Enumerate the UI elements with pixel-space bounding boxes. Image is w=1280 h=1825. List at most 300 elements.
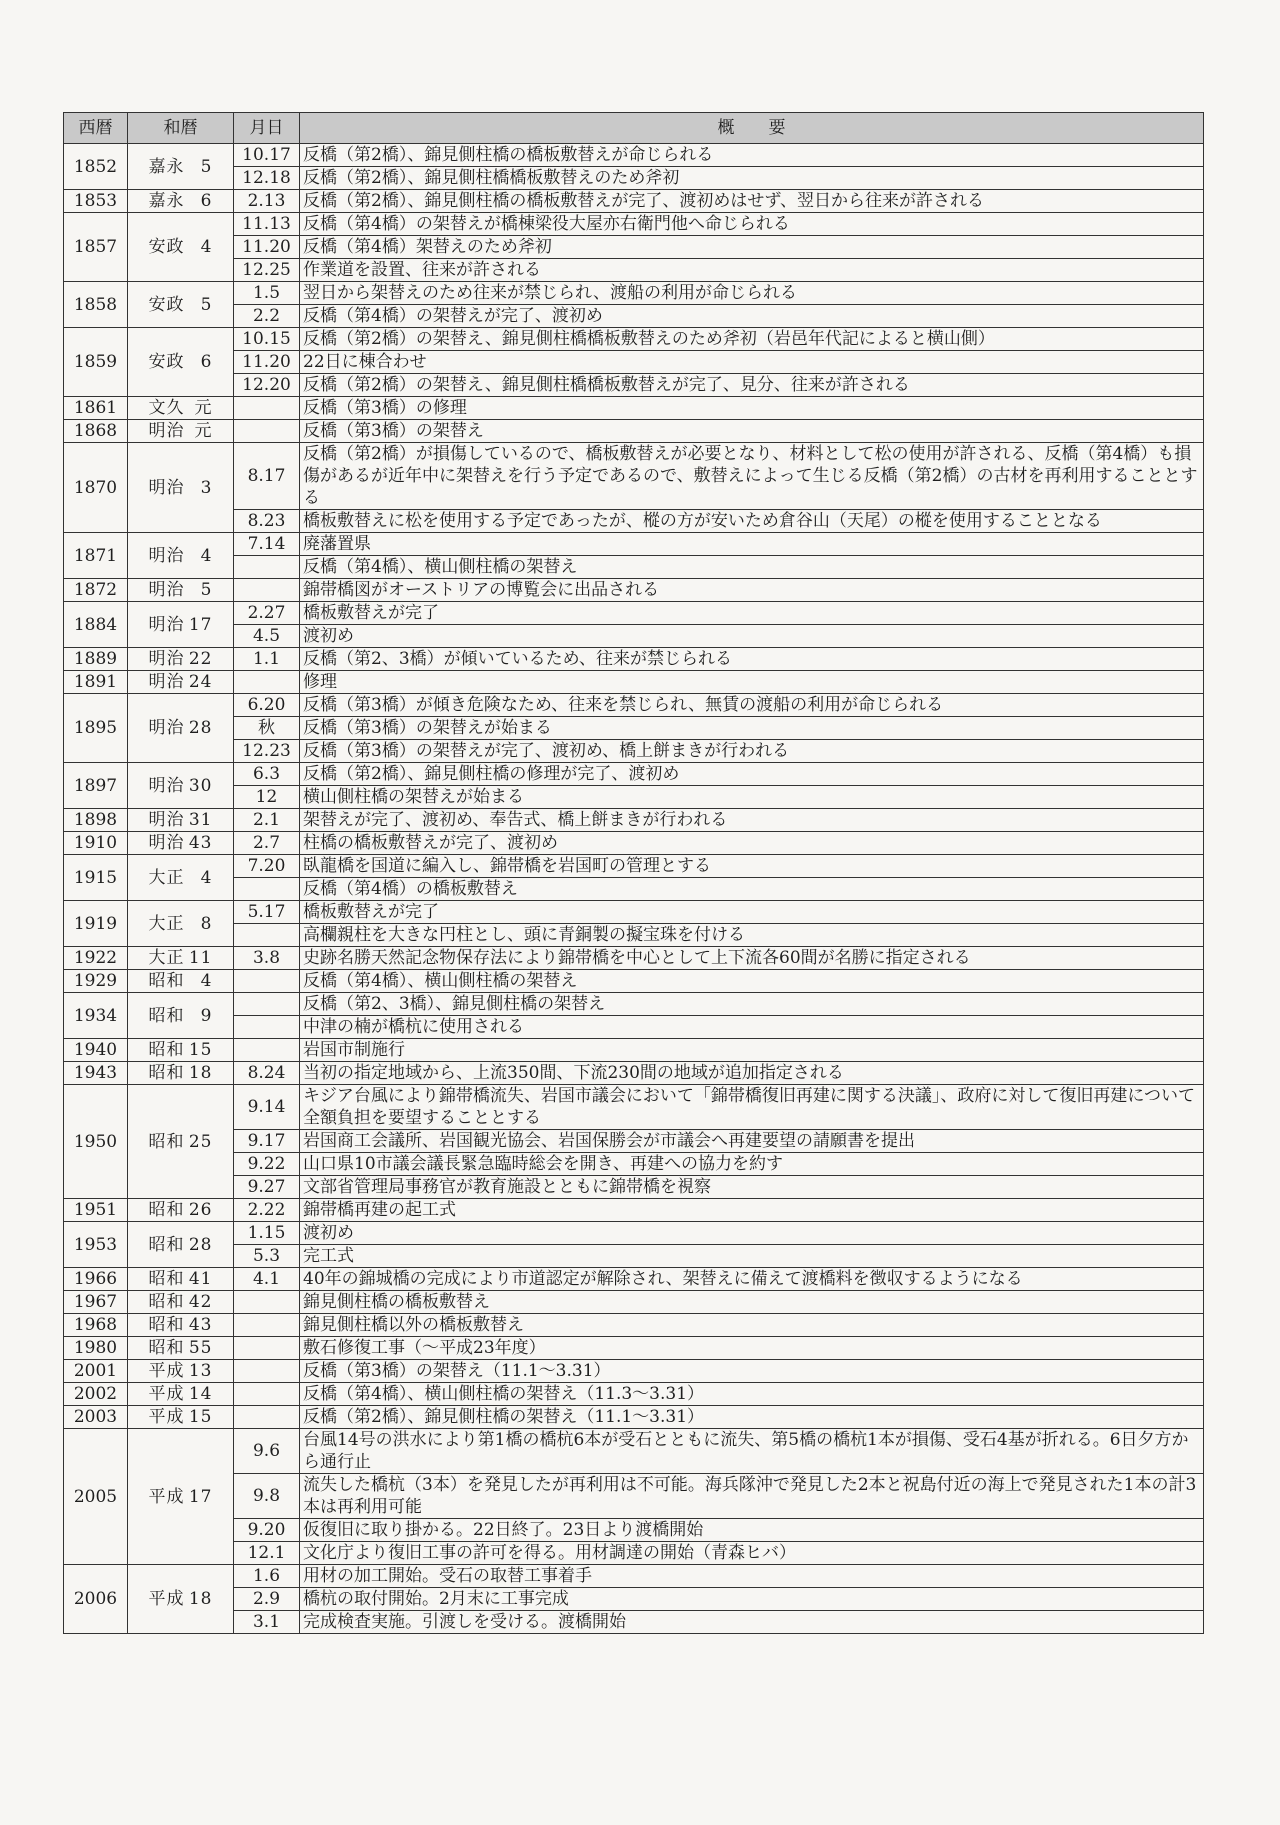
era-number: 24 bbox=[188, 672, 213, 692]
era-cell bbox=[128, 397, 234, 420]
era-number: 41 bbox=[188, 1269, 213, 1289]
table-row bbox=[64, 763, 1204, 786]
table-row bbox=[64, 1519, 1204, 1542]
table-row bbox=[64, 282, 1204, 305]
era-number: 元 bbox=[194, 421, 213, 441]
table-row bbox=[64, 167, 1204, 190]
era-cell bbox=[128, 947, 234, 970]
date-cell: 12.23 bbox=[234, 740, 300, 763]
date-cell: 9.8 bbox=[234, 1474, 300, 1519]
date-cell: 12.25 bbox=[234, 259, 300, 282]
era-name: 平成 bbox=[148, 1486, 185, 1507]
summary-cell: 台風14号の洪水により第1橋の橋杭6本が受石とともに流失、第5橋の橋杭1本が損傷、受石4基が折れる。6日夕方から通行止 bbox=[300, 1429, 1204, 1474]
date-cell: 9.20 bbox=[234, 1519, 300, 1542]
table-row bbox=[64, 602, 1204, 625]
date-cell bbox=[234, 1383, 300, 1406]
table-row bbox=[64, 1383, 1204, 1406]
header-summary: 概 要 bbox=[300, 113, 1204, 144]
era-cell bbox=[128, 1291, 234, 1314]
year-cell: 2002 bbox=[64, 1383, 128, 1406]
era-number: 17 bbox=[188, 1486, 213, 1507]
summary-cell: 22日に棟合わせ bbox=[300, 351, 1204, 374]
era-number: 43 bbox=[188, 1315, 213, 1335]
era-name: 明治 bbox=[148, 810, 185, 830]
year-cell: 1861 bbox=[64, 397, 128, 420]
date-cell bbox=[234, 1406, 300, 1429]
era-cell bbox=[128, 1337, 234, 1360]
era-cell bbox=[128, 328, 234, 397]
era-name: 昭和 bbox=[148, 1269, 185, 1289]
summary-cell: 反橋（第3橋）が傾き危険なため、往来を禁じられ、無賃の渡船の利用が命じられる bbox=[300, 694, 1204, 717]
era-name: 昭和 bbox=[148, 1200, 185, 1220]
era-cell bbox=[128, 1565, 234, 1634]
era-name: 明治 bbox=[148, 580, 185, 600]
date-cell: 11.20 bbox=[234, 351, 300, 374]
era-cell bbox=[128, 144, 234, 190]
summary-cell: 敷石修復工事（～平成23年度） bbox=[300, 1337, 1204, 1360]
era-cell bbox=[128, 282, 234, 328]
era-number: 28 bbox=[188, 1234, 213, 1255]
era-number: 18 bbox=[188, 1589, 213, 1609]
era-number: 4 bbox=[200, 971, 213, 991]
era-number: 3 bbox=[200, 477, 213, 498]
era-number: 55 bbox=[188, 1338, 213, 1358]
summary-cell: 修理 bbox=[300, 671, 1204, 694]
era-name: 大正 bbox=[148, 913, 185, 934]
era-name: 安政 bbox=[148, 237, 185, 257]
summary-cell: 中津の楠が橋杭に使用される bbox=[300, 1016, 1204, 1039]
era-number: 4 bbox=[200, 867, 213, 888]
era-name: 昭和 bbox=[148, 1040, 185, 1060]
era-number: 14 bbox=[188, 1384, 213, 1404]
date-cell: 6.3 bbox=[234, 763, 300, 786]
summary-cell: 作業道を設置、往来が許される bbox=[300, 259, 1204, 282]
table-row bbox=[64, 1176, 1204, 1199]
date-cell: 3.1 bbox=[234, 1611, 300, 1634]
summary-cell: 反橋（第2橋）の架替え、錦見側柱橋橋板敷替えが完了、見分、往来が許される bbox=[300, 374, 1204, 397]
era-cell bbox=[128, 671, 234, 694]
year-cell: 1940 bbox=[64, 1039, 128, 1062]
era-name: 昭和 bbox=[148, 1338, 185, 1358]
era-cell bbox=[128, 1383, 234, 1406]
year-cell: 1934 bbox=[64, 993, 128, 1039]
era-name: 嘉永 bbox=[148, 191, 185, 211]
date-cell: 2.7 bbox=[234, 832, 300, 855]
date-cell bbox=[234, 1337, 300, 1360]
date-cell bbox=[234, 1039, 300, 1062]
summary-cell: 流失した橋杭（3本）を発見したが再利用は不可能。海兵隊沖で発見した2本と祝島付近の海上で発見された1本の計3本は再利用可能 bbox=[300, 1474, 1204, 1519]
summary-cell: 反橋（第4橋）の架替えが橋棟梁役大屋亦右衛門他へ命じられる bbox=[300, 213, 1204, 236]
table-row bbox=[64, 832, 1204, 855]
year-cell: 1884 bbox=[64, 602, 128, 648]
summary-cell: 文部省管理局事務官が教育施設とともに錦帯橋を視察 bbox=[300, 1176, 1204, 1199]
summary-cell: 完成検査実施。引渡しを受ける。渡橋開始 bbox=[300, 1611, 1204, 1634]
era-name: 大正 bbox=[148, 867, 185, 888]
summary-cell: 橋板敷替えに松を使用する予定であったが、樅の方が安いため倉谷山（天尾）の樅を使用することとなる bbox=[300, 510, 1204, 533]
summary-cell: 反橋（第2橋）、錦見側柱橋の架替え（11.1～3.31） bbox=[300, 1406, 1204, 1429]
table-row bbox=[64, 374, 1204, 397]
table-row bbox=[64, 190, 1204, 213]
year-cell: 2005 bbox=[64, 1429, 128, 1565]
date-cell: 5.3 bbox=[234, 1245, 300, 1268]
year-cell: 1857 bbox=[64, 213, 128, 282]
table-row bbox=[64, 924, 1204, 947]
table-row bbox=[64, 1130, 1204, 1153]
summary-cell: 橋板敷替えが完了 bbox=[300, 602, 1204, 625]
year-cell: 1953 bbox=[64, 1222, 128, 1268]
summary-cell: 錦見側柱橋以外の橋板敷替え bbox=[300, 1314, 1204, 1337]
era-name: 文久 bbox=[148, 398, 185, 418]
date-cell: 5.17 bbox=[234, 901, 300, 924]
date-cell: 7.14 bbox=[234, 533, 300, 556]
table-row bbox=[64, 625, 1204, 648]
era-cell bbox=[128, 970, 234, 993]
year-cell: 1852 bbox=[64, 144, 128, 190]
year-cell: 1922 bbox=[64, 947, 128, 970]
year-cell: 1929 bbox=[64, 970, 128, 993]
date-cell: 10.15 bbox=[234, 328, 300, 351]
era-number: 4 bbox=[200, 545, 213, 566]
table-row bbox=[64, 740, 1204, 763]
table-row bbox=[64, 671, 1204, 694]
era-cell bbox=[128, 1062, 234, 1085]
summary-cell: 渡初め bbox=[300, 625, 1204, 648]
year-cell: 1868 bbox=[64, 420, 128, 443]
table-row bbox=[64, 993, 1204, 1016]
era-number: 25 bbox=[188, 1131, 213, 1152]
table-row bbox=[64, 213, 1204, 236]
era-cell bbox=[128, 213, 234, 282]
era-number: 28 bbox=[188, 718, 213, 738]
summary-cell: 反橋（第3橋）の修理 bbox=[300, 397, 1204, 420]
summary-cell: 反橋（第4橋）の架替えが完了、渡初め bbox=[300, 305, 1204, 328]
year-cell: 1951 bbox=[64, 1199, 128, 1222]
table-header-row bbox=[64, 113, 1204, 144]
date-cell bbox=[234, 1291, 300, 1314]
era-number: 15 bbox=[188, 1407, 213, 1427]
table-row bbox=[64, 328, 1204, 351]
year-cell: 1943 bbox=[64, 1062, 128, 1085]
summary-cell: 岩国商工会議所、岩国観光協会、岩国保勝会が市議会へ再建要望の請願書を提出 bbox=[300, 1130, 1204, 1153]
date-cell: 8.17 bbox=[234, 443, 300, 510]
date-cell bbox=[234, 671, 300, 694]
summary-cell: 反橋（第2橋）、錦見側柱橋の修理が完了、渡初め bbox=[300, 763, 1204, 786]
table-row bbox=[64, 878, 1204, 901]
summary-cell: 反橋（第3橋）の架替えが完了、渡初め、橋上餅まきが行われる bbox=[300, 740, 1204, 763]
era-name: 安政 bbox=[148, 352, 185, 372]
year-cell: 1889 bbox=[64, 648, 128, 671]
date-cell bbox=[234, 420, 300, 443]
era-cell bbox=[128, 1085, 234, 1199]
summary-cell: 当初の指定地域から、上流350間、下流230間の地域が追加指定される bbox=[300, 1062, 1204, 1085]
era-name: 昭和 bbox=[148, 1005, 185, 1026]
summary-cell: 40年の錦城橋の完成により市道認定が解除され、架替えに備えて渡橋料を徴収するようになる bbox=[300, 1268, 1204, 1291]
table-row bbox=[64, 556, 1204, 579]
era-name: 明治 bbox=[148, 545, 185, 566]
summary-cell: 廃藩置県 bbox=[300, 533, 1204, 556]
date-cell: 9.27 bbox=[234, 1176, 300, 1199]
summary-cell: 反橋（第4橋）架替えのため斧初 bbox=[300, 236, 1204, 259]
table-row bbox=[64, 259, 1204, 282]
date-cell bbox=[234, 1016, 300, 1039]
table-row bbox=[64, 786, 1204, 809]
year-cell: 1853 bbox=[64, 190, 128, 213]
table-row bbox=[64, 397, 1204, 420]
date-cell: 2.1 bbox=[234, 809, 300, 832]
table-row bbox=[64, 855, 1204, 878]
table-row bbox=[64, 1039, 1204, 1062]
year-cell: 2006 bbox=[64, 1565, 128, 1634]
era-cell bbox=[128, 832, 234, 855]
date-cell: 9.6 bbox=[234, 1429, 300, 1474]
era-name: 明治 bbox=[148, 477, 185, 498]
table-row bbox=[64, 579, 1204, 602]
date-cell: 1.5 bbox=[234, 282, 300, 305]
era-cell bbox=[128, 533, 234, 579]
table-row bbox=[64, 901, 1204, 924]
date-cell: 9.17 bbox=[234, 1130, 300, 1153]
year-cell: 1898 bbox=[64, 809, 128, 832]
era-cell bbox=[128, 1222, 234, 1268]
table-row bbox=[64, 1016, 1204, 1039]
era-name: 嘉永 bbox=[148, 156, 185, 177]
year-cell: 1967 bbox=[64, 1291, 128, 1314]
table-row bbox=[64, 533, 1204, 556]
era-name: 昭和 bbox=[148, 971, 185, 991]
date-cell: 4.5 bbox=[234, 625, 300, 648]
table-row bbox=[64, 351, 1204, 374]
era-name: 明治 bbox=[148, 421, 185, 441]
year-cell: 1919 bbox=[64, 901, 128, 947]
table-row bbox=[64, 1245, 1204, 1268]
era-number: 22 bbox=[188, 649, 213, 669]
table-row bbox=[64, 1314, 1204, 1337]
era-name: 明治 bbox=[148, 649, 185, 669]
summary-cell: 臥龍橋を国道に編入し、錦帯橋を岩国町の管理とする bbox=[300, 855, 1204, 878]
table-row bbox=[64, 443, 1204, 510]
table-row bbox=[64, 1360, 1204, 1383]
year-cell: 1859 bbox=[64, 328, 128, 397]
summary-cell: 橋板敷替えが完了 bbox=[300, 901, 1204, 924]
table-row bbox=[64, 1565, 1204, 1588]
table-row bbox=[64, 1153, 1204, 1176]
era-cell bbox=[128, 602, 234, 648]
table-row bbox=[64, 1406, 1204, 1429]
era-name: 大正 bbox=[148, 948, 185, 968]
table-row bbox=[64, 1085, 1204, 1130]
date-cell: 1.15 bbox=[234, 1222, 300, 1245]
chronology-table bbox=[63, 112, 1204, 1634]
era-cell bbox=[128, 1360, 234, 1383]
era-cell bbox=[128, 1039, 234, 1062]
date-cell bbox=[234, 970, 300, 993]
era-cell bbox=[128, 855, 234, 901]
table-row bbox=[64, 809, 1204, 832]
summary-cell: 史跡名勝天然記念物保存法により錦帯橋を中心として上下流各60間が名勝に指定される bbox=[300, 947, 1204, 970]
era-cell bbox=[128, 1429, 234, 1565]
era-name: 昭和 bbox=[148, 1315, 185, 1335]
table-row bbox=[64, 1542, 1204, 1565]
table-row bbox=[64, 236, 1204, 259]
era-name: 安政 bbox=[148, 294, 185, 315]
date-cell: 2.27 bbox=[234, 602, 300, 625]
era-cell bbox=[128, 1268, 234, 1291]
table-row bbox=[64, 1199, 1204, 1222]
era-number: 5 bbox=[200, 294, 213, 315]
era-number: 9 bbox=[200, 1005, 213, 1026]
summary-cell: 錦見側柱橋の橋板敷替え bbox=[300, 1291, 1204, 1314]
date-cell: 12.1 bbox=[234, 1542, 300, 1565]
date-cell bbox=[234, 924, 300, 947]
table-row bbox=[64, 1268, 1204, 1291]
era-cell bbox=[128, 420, 234, 443]
summary-cell: 反橋（第2橋）、錦見側柱橋の橋板敷替えが完了、渡初めはせず、翌日から往来が許される bbox=[300, 190, 1204, 213]
date-cell: 3.8 bbox=[234, 947, 300, 970]
summary-cell: 文化庁より復旧工事の許可を得る。用材調達の開始（青森ヒバ） bbox=[300, 1542, 1204, 1565]
table-row bbox=[64, 510, 1204, 533]
year-cell: 1950 bbox=[64, 1085, 128, 1199]
summary-cell: 反橋（第2、3橋）、錦見側柱橋の架替え bbox=[300, 993, 1204, 1016]
era-name: 明治 bbox=[148, 614, 185, 635]
table-row bbox=[64, 1588, 1204, 1611]
summary-cell: 反橋（第2橋）、錦見側柱橋の橋板敷替えが命じられる bbox=[300, 144, 1204, 167]
summary-cell: 錦帯橋図がオーストリアの博覧会に出品される bbox=[300, 579, 1204, 602]
year-cell: 1895 bbox=[64, 694, 128, 763]
era-cell bbox=[128, 1314, 234, 1337]
era-name: 明治 bbox=[148, 718, 185, 738]
era-cell bbox=[128, 648, 234, 671]
date-cell: 1.1 bbox=[234, 648, 300, 671]
year-cell: 1910 bbox=[64, 832, 128, 855]
year-cell: 1915 bbox=[64, 855, 128, 901]
table-row bbox=[64, 420, 1204, 443]
summary-cell: キジア台風により錦帯橋流失、岩国市議会において「錦帯橋復旧再建に関する決議」、政府に対して復旧再建について全額負担を要望することとする bbox=[300, 1085, 1204, 1130]
era-number: 5 bbox=[200, 580, 213, 600]
era-number: 11 bbox=[188, 948, 213, 968]
date-cell bbox=[234, 556, 300, 579]
summary-cell: 山口県10市議会議長緊急臨時総会を開き、再建への協力を約す bbox=[300, 1153, 1204, 1176]
summary-cell: 反橋（第3橋）の架替え（11.1～3.31） bbox=[300, 1360, 1204, 1383]
era-cell bbox=[128, 993, 234, 1039]
header-wareki: 和暦 bbox=[128, 113, 234, 144]
header-date: 月日 bbox=[234, 113, 300, 144]
date-cell: 8.24 bbox=[234, 1062, 300, 1085]
summary-cell: 反橋（第3橋）の架替えが始まる bbox=[300, 717, 1204, 740]
era-number: 5 bbox=[200, 156, 213, 177]
table-row bbox=[64, 305, 1204, 328]
year-cell: 1871 bbox=[64, 533, 128, 579]
table-row bbox=[64, 947, 1204, 970]
summary-cell: 柱橋の橋板敷替えが完了、渡初め bbox=[300, 832, 1204, 855]
era-cell bbox=[128, 809, 234, 832]
era-number: 42 bbox=[188, 1292, 213, 1312]
table-row bbox=[64, 1337, 1204, 1360]
date-cell: 11.20 bbox=[234, 236, 300, 259]
date-cell: 11.13 bbox=[234, 213, 300, 236]
summary-cell: 反橋（第2、3橋）が傾いているため、往来が禁じられる bbox=[300, 648, 1204, 671]
table-row bbox=[64, 1062, 1204, 1085]
date-cell: 6.20 bbox=[234, 694, 300, 717]
summary-cell: 架替えが完了、渡初め、奉告式、橋上餅まきが行われる bbox=[300, 809, 1204, 832]
era-number: 6 bbox=[200, 191, 213, 211]
era-number: 15 bbox=[188, 1040, 213, 1060]
era-cell bbox=[128, 1199, 234, 1222]
year-cell: 1968 bbox=[64, 1314, 128, 1337]
year-cell: 1872 bbox=[64, 579, 128, 602]
summary-cell: 反橋（第3橋）の架替え bbox=[300, 420, 1204, 443]
summary-cell: 反橋（第4橋）の橋板敷替え bbox=[300, 878, 1204, 901]
date-cell: 4.1 bbox=[234, 1268, 300, 1291]
era-cell bbox=[128, 579, 234, 602]
table-row bbox=[64, 1429, 1204, 1474]
era-cell bbox=[128, 763, 234, 809]
date-cell: 1.6 bbox=[234, 1565, 300, 1588]
table-row bbox=[64, 970, 1204, 993]
era-number: 18 bbox=[188, 1063, 213, 1083]
era-cell bbox=[128, 443, 234, 533]
summary-cell: 橋杭の取付開始。2月末に工事完成 bbox=[300, 1588, 1204, 1611]
summary-cell: 完工式 bbox=[300, 1245, 1204, 1268]
date-cell bbox=[234, 1314, 300, 1337]
era-number: 4 bbox=[200, 237, 213, 257]
era-name: 明治 bbox=[148, 833, 185, 853]
era-number: 31 bbox=[188, 810, 213, 830]
summary-cell: 反橋（第2橋）が損傷しているので、橋板敷替えが必要となり、材料として松の使用が許される、反橋（第4橋）も損傷があるが近年中に架替えを行う予定であるので、敷替えによって生じる反橋（第2橋）の古材を再利用することとする bbox=[300, 443, 1204, 510]
era-number: 13 bbox=[188, 1361, 213, 1381]
summary-cell: 横山側柱橋の架替えが始まる bbox=[300, 786, 1204, 809]
era-number: 8 bbox=[200, 913, 213, 934]
era-number: 26 bbox=[188, 1200, 213, 1220]
date-cell: 12 bbox=[234, 786, 300, 809]
summary-cell: 高欄親柱を大きな円柱とし、頭に青銅製の擬宝珠を付ける bbox=[300, 924, 1204, 947]
year-cell: 1897 bbox=[64, 763, 128, 809]
date-cell bbox=[234, 878, 300, 901]
summary-cell: 翌日から架替えのため往来が禁じられ、渡船の利用が命じられる bbox=[300, 282, 1204, 305]
date-cell: 8.23 bbox=[234, 510, 300, 533]
summary-cell: 反橋（第4橋）、横山側柱橋の架替え（11.3～3.31） bbox=[300, 1383, 1204, 1406]
summary-cell: 反橋（第4橋）、横山側柱橋の架替え bbox=[300, 970, 1204, 993]
era-name: 昭和 bbox=[148, 1131, 185, 1152]
table-body bbox=[64, 144, 1204, 1634]
summary-cell: 岩国市制施行 bbox=[300, 1039, 1204, 1062]
date-cell: 7.20 bbox=[234, 855, 300, 878]
summary-cell: 仮復旧に取り掛かる。22日終了。23日より渡橋開始 bbox=[300, 1519, 1204, 1542]
date-cell: 秋 bbox=[234, 717, 300, 740]
era-name: 平成 bbox=[148, 1384, 185, 1404]
era-name: 昭和 bbox=[148, 1292, 185, 1312]
era-name: 昭和 bbox=[148, 1063, 185, 1083]
date-cell: 2.2 bbox=[234, 305, 300, 328]
era-number: 元 bbox=[194, 398, 213, 418]
era-name: 平成 bbox=[148, 1361, 185, 1381]
date-cell bbox=[234, 579, 300, 602]
era-cell bbox=[128, 694, 234, 763]
era-name: 昭和 bbox=[148, 1234, 185, 1255]
year-cell: 1858 bbox=[64, 282, 128, 328]
table-row bbox=[64, 1291, 1204, 1314]
date-cell: 12.20 bbox=[234, 374, 300, 397]
table-row bbox=[64, 717, 1204, 740]
era-name: 平成 bbox=[148, 1589, 185, 1609]
date-cell: 9.22 bbox=[234, 1153, 300, 1176]
date-cell: 10.17 bbox=[234, 144, 300, 167]
year-cell: 1966 bbox=[64, 1268, 128, 1291]
year-cell: 2003 bbox=[64, 1406, 128, 1429]
date-cell: 2.22 bbox=[234, 1199, 300, 1222]
summary-cell: 反橋（第4橋）、横山側柱橋の架替え bbox=[300, 556, 1204, 579]
summary-cell: 渡初め bbox=[300, 1222, 1204, 1245]
table-row bbox=[64, 1611, 1204, 1634]
